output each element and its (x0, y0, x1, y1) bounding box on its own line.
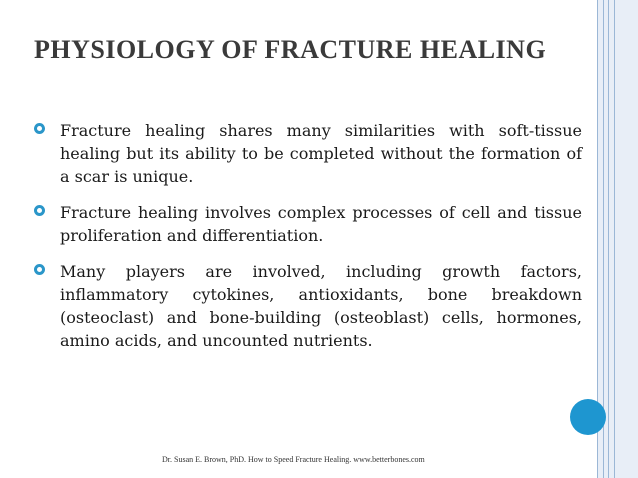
bullet-text: Many players are involved, including growth factors, inflammatory cytokines, antioxidants, bone breakdown (osteoclast) and bone-building (osteoblast) cells, hormones, amino acids, and uncounted nutrients. (60, 262, 582, 350)
border-line-4 (614, 0, 615, 478)
blue-circle-decoration (570, 399, 606, 435)
bullet-item (34, 119, 582, 188)
bullet-item (34, 201, 582, 247)
ring-bullet-icon (34, 205, 45, 216)
bullet-text: Fracture healing shares many similarities with soft-tissue healing but its ability to be completed without the formation of a scar is unique. (60, 121, 582, 186)
border-line-3 (608, 0, 609, 478)
ring-bullet-icon (34, 264, 45, 275)
bullet-list (34, 119, 582, 365)
ring-bullet-icon (34, 123, 45, 134)
slide-title: PHYSIOLOGY OF FRACTURE HEALING (34, 35, 547, 64)
bullet-text: Fracture healing involves complex processes of cell and tissue proliferation and differentiation. (60, 203, 582, 245)
slide-footer: Dr. Susan E. Brown, PhD. How to Speed Fracture Healing. www.betterbones.com (162, 455, 425, 464)
bullet-item (34, 260, 582, 352)
